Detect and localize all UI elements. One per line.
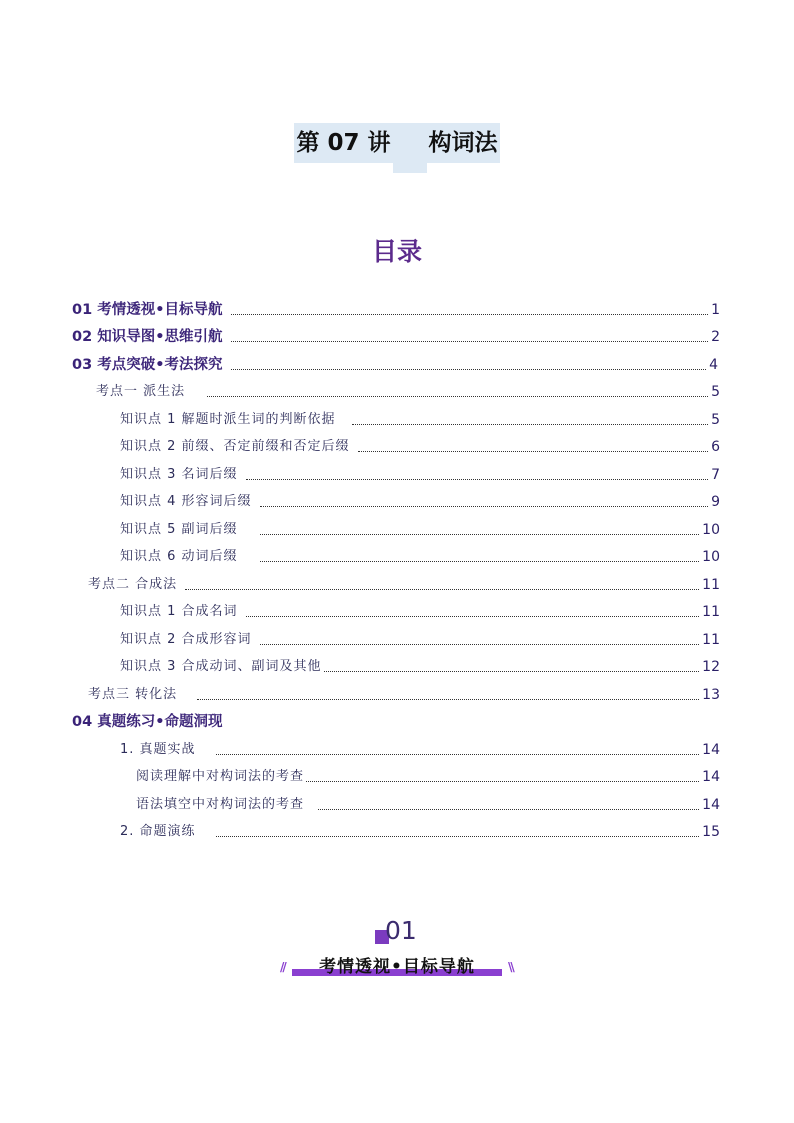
toc-entry-page: 5	[711, 412, 720, 428]
slash-decoration-left: //	[280, 960, 285, 974]
title-topic: 构词法	[427, 123, 500, 163]
toc-entry-label: 02 知识导图•思维引航	[72, 329, 223, 345]
toc-entry[interactable]	[120, 653, 720, 677]
toc-entry[interactable]	[120, 406, 720, 430]
toc-entry-label: 知识点 3 名词后缀	[120, 467, 238, 482]
toc-entry-label: 03 考点突破•考法探究	[72, 357, 223, 373]
toc-entry-label: 考点三 转化法	[88, 687, 178, 702]
toc-entry[interactable]	[120, 818, 720, 842]
toc-entry-page: 5	[711, 384, 720, 400]
toc-entry-page: 10	[702, 549, 720, 565]
section-title: // 考情透视•目标导航 \\	[280, 957, 513, 977]
toc-entry-page: 10	[702, 522, 720, 538]
toc-entry-label: 01 考情透视•目标导航	[72, 302, 223, 318]
section-number: 01	[375, 918, 435, 946]
toc-entry-label: 阅读理解中对构词法的考查	[136, 769, 305, 784]
toc-entry-label: 2. 命题演练	[120, 824, 196, 839]
toc-entry[interactable]	[120, 626, 720, 650]
toc-entry[interactable]	[72, 296, 720, 320]
toc-entry-page: 11	[702, 577, 720, 593]
toc-entry[interactable]	[72, 708, 720, 732]
toc-entry-label: 04 真题练习•命题洞现	[72, 714, 223, 730]
toc-entry-label: 知识点 3 合成动词、副词及其他	[120, 659, 322, 674]
toc-entry-page: 14	[702, 797, 720, 813]
toc-heading: 目录	[371, 237, 422, 266]
toc-entry[interactable]	[88, 681, 720, 705]
toc-entry-page: 2	[711, 329, 720, 345]
toc-entry-page: 11	[702, 604, 720, 620]
toc-entry-label: 知识点 1 合成名词	[120, 604, 238, 619]
slash-decoration-right: \\	[508, 960, 513, 974]
toc-entry-label: 知识点 2 前缀、否定前缀和否定后缀	[120, 439, 350, 454]
toc-entry-label: 知识点 6 动词后缀	[120, 549, 238, 564]
toc-entry-label: 1. 真题实战	[120, 742, 196, 757]
toc-entry[interactable]	[120, 488, 720, 512]
toc-entry-label: 知识点 5 副词后缀	[120, 522, 238, 537]
toc-entry-page: 14	[702, 769, 720, 785]
toc-entry-page: 15	[702, 824, 720, 840]
toc-entry[interactable]	[120, 598, 720, 622]
toc-entry[interactable]	[120, 736, 720, 760]
toc-entry[interactable]	[88, 571, 720, 595]
toc-entry[interactable]	[120, 543, 720, 567]
toc-entry[interactable]	[72, 351, 718, 375]
toc-entry-label: 知识点 2 合成形容词	[120, 632, 252, 647]
toc-entry[interactable]	[120, 461, 720, 485]
toc-entry-page: 6	[711, 439, 720, 455]
toc-entry[interactable]	[72, 323, 720, 347]
toc-entry[interactable]	[120, 516, 720, 540]
toc-entry-page: 7	[711, 467, 720, 483]
toc-entry-page: 12	[702, 659, 720, 675]
toc-entry-label: 考点一 派生法	[96, 384, 186, 399]
toc-entry-page: 1	[711, 302, 720, 318]
title-lecture: 第 07 讲	[294, 123, 392, 163]
toc-entry[interactable]	[136, 763, 720, 787]
document-title	[0, 123, 794, 173]
toc-entry-page: 13	[702, 687, 720, 703]
toc-entry[interactable]	[96, 378, 720, 402]
toc-entry[interactable]	[120, 433, 720, 457]
toc-entry[interactable]	[136, 791, 720, 815]
toc-entry-page: 11	[702, 632, 720, 648]
toc-entry-page: 4	[709, 357, 718, 373]
toc-entry-page: 14	[702, 742, 720, 758]
toc-entry-page: 9	[711, 494, 720, 510]
toc-entry-label: 知识点 4 形容词后缀	[120, 494, 252, 509]
toc-entry-label: 考点二 合成法	[88, 577, 178, 592]
toc-entry-label: 知识点 1 解题时派生词的判断依据	[120, 412, 336, 427]
toc-entry-label: 语法填空中对构词法的考查	[136, 797, 305, 812]
